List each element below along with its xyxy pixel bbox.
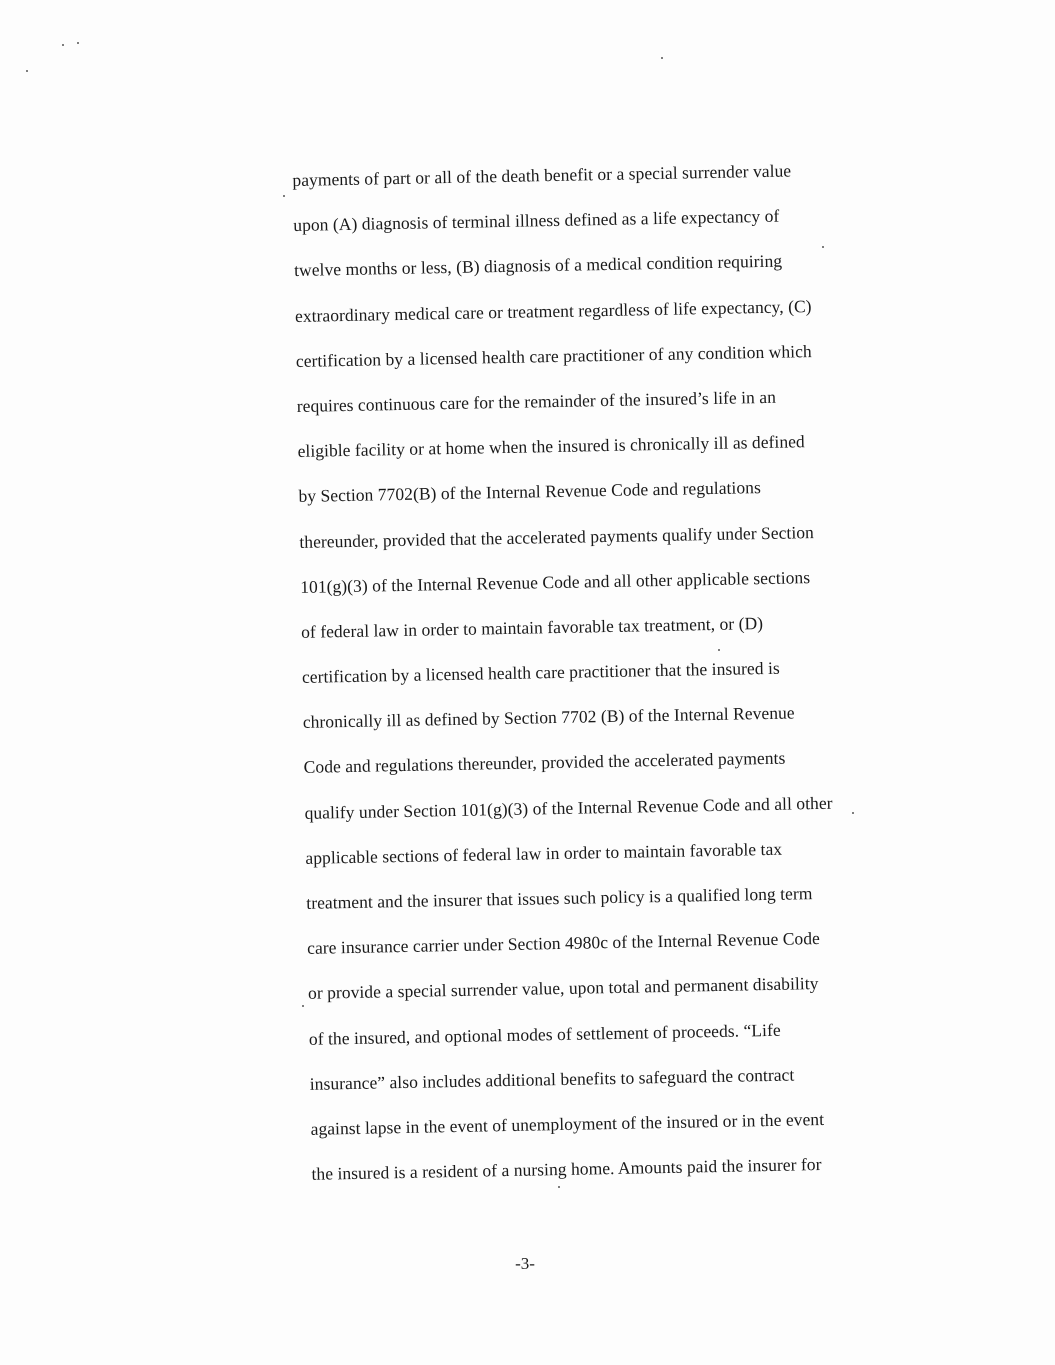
scan-speck <box>77 42 79 44</box>
text-line: treatment and the insurer that issues such policy is a qualified long term <box>306 883 813 913</box>
page-number: -3- <box>515 1254 535 1273</box>
text-line: Code and regulations thereunder, provided the accelerated payments <box>303 748 786 778</box>
body-text <box>292 146 912 1197</box>
scan-speck <box>852 812 854 814</box>
text-line: requires continuous care for the remainder of the insured’s life in an <box>296 386 777 416</box>
text-line: qualify under Section 101(g)(3) of the Internal Revenue Code and all other <box>304 792 833 823</box>
scan-speck <box>661 57 663 59</box>
text-line: insurance” also includes additional benefits to safeguard the contract <box>309 1064 795 1094</box>
scan-speck <box>62 44 64 46</box>
scan-speck <box>26 70 28 72</box>
text-line: by Section 7702(B) of the Internal Revenue Code and regulations <box>298 477 762 507</box>
scan-speck <box>283 195 285 197</box>
text-line: certification by a licensed health care practitioner that the insured is <box>301 657 780 687</box>
text-line: eligible facility or at home when the insured is chronically ill as defined <box>297 431 805 462</box>
text-line: against lapse in the event of unemployment of the insured or in the event <box>310 1108 825 1139</box>
text-line: twelve months or less, (B) diagnosis of a medical condition requiring <box>293 250 783 281</box>
scan-speck <box>302 1005 304 1007</box>
text-line: the insured is a resident of a nursing home. Amounts paid the insurer for <box>311 1154 822 1184</box>
text-line: applicable sections of federal law in order to maintain favorable tax <box>305 838 783 868</box>
text-line: of the insured, and optional modes of settlement of proceeds. “Life <box>308 1019 781 1049</box>
text-line: upon (A) diagnosis of terminal illness defined as a life expectancy of <box>293 205 780 236</box>
scan-speck <box>718 649 720 651</box>
text-line: or provide a special surrender value, upon total and permanent disability <box>307 973 819 1004</box>
text-line: of federal law in order to maintain favorable tax treatment, or (D) <box>300 612 764 642</box>
scan-speck <box>558 1186 560 1188</box>
text-line: 101(g)(3) of the Internal Revenue Code and all other applicable sections <box>300 566 811 597</box>
text-line: certification by a licensed health care practitioner of any condition which <box>295 340 812 371</box>
text-line: extraordinary medical care or treatment regardless of life expectancy, (C) <box>294 295 812 326</box>
text-line: thereunder, provided that the accelerated payments qualify under Section <box>299 521 815 552</box>
text-line: chronically ill as defined by Section 7702 (B) of the Internal Revenue <box>302 702 795 733</box>
text-line: care insurance carrier under Section 4980c of the Internal Revenue Code <box>306 928 821 959</box>
scan-speck <box>822 246 824 248</box>
text-line: payments of part or all of the death benefit or a special surrender value <box>292 160 792 190</box>
